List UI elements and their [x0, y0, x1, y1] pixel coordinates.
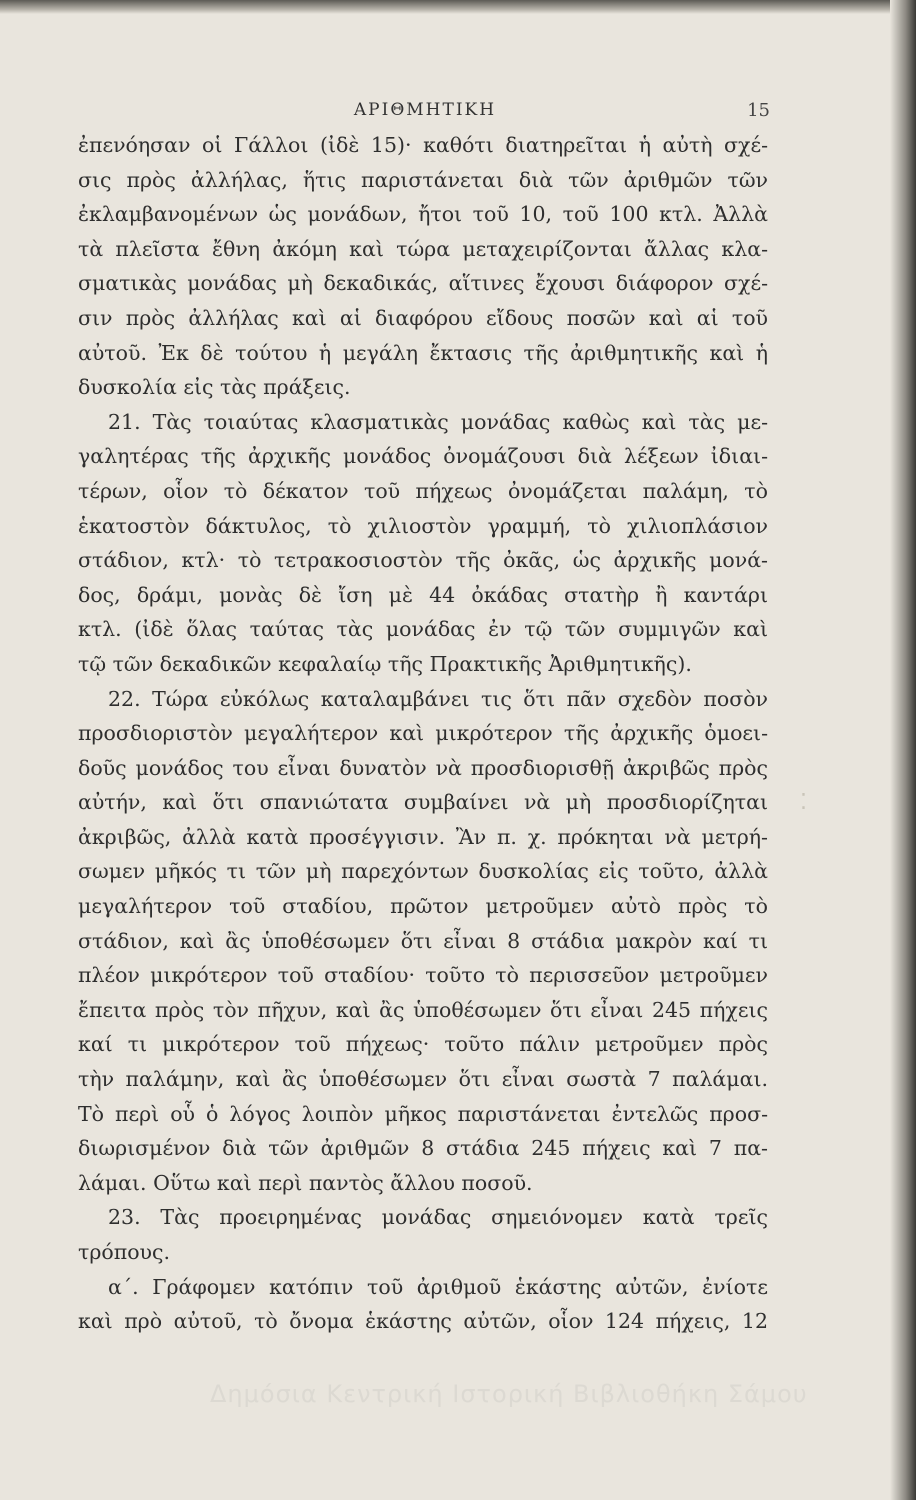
body-text	[78, 128, 768, 1339]
running-title: ΑΡΙΘΜΗΤΙΚΗ	[353, 100, 497, 120]
text-line: τῷ τῶν δεκαδικῶν κεφαλαίῳ τῆς Πρακτικῆς Ἀριθμητικῆς).	[78, 651, 692, 676]
text-line: λάμαι. Οὕτω καὶ περὶ παντὸς ἄλλου ποσοῦ.	[78, 1170, 533, 1195]
text-line: ἔπειτα πρὸς τὸν πῆχυν, καὶ ἂς ὑποθέσωμεν ὅτι εἶναι 245 πήχεις	[78, 997, 768, 1022]
text-line: τρόπους.	[78, 1240, 171, 1264]
text-line: α΄. Γράφομεν κατόπιν τοῦ ἀριθμοῦ ἑκάστης αὐτῶν, ἐνίοτε	[108, 1274, 768, 1299]
text-line: καί τι μικρότερον τοῦ πήχεως· τοῦτο πάλιν μετροῦμεν πρὸς	[78, 1032, 768, 1057]
text-line: προσδιοριστὸν μεγαλήτερον καὶ μικρότερον τῆς ἀρχικῆς ὁμοει-	[78, 721, 768, 746]
text-line: αὐτήν, καὶ ὅτι σπανιώτατα συμβαίνει νὰ μὴ προσδιορίζηται	[78, 790, 768, 815]
text-line: τὰ πλεῖστα ἔθνη ἀκόμη καὶ τώρα μεταχειρίζονται ἄλλας κλα-	[78, 236, 768, 261]
text-line: ἐκλαμβανομένων ὡς μονάδων, ἤτοι τοῦ 10, τοῦ 100 κτλ. Ἀλλὰ	[78, 202, 768, 227]
text-line: κτλ. (ἰδὲ ὅλας ταύτας τὰς μονάδας ἐν τῷ τῶν συμμιγῶν καὶ	[78, 617, 768, 642]
library-watermark: Δημόσια Κεντρική Ιστορική Βιβλιοθήκη Σάμου	[210, 1380, 808, 1408]
text-line: 22. Τώρα εὐκόλως καταλαμβάνει τις ὅτι πᾶν σχεδὸν ποσὸν	[108, 686, 768, 711]
text-line: διωρισμένον διὰ τῶν ἀριθμῶν 8 στάδια 245 πήχεις καὶ 7 πα-	[78, 1136, 768, 1161]
text-line: στάδιον, κτλ· τὸ τετρακοσιοστὸν τῆς ὀκᾶς, ὡς ἀρχικῆς μονά-	[78, 548, 768, 573]
text-line: 21. Τὰς τοιαύτας κλασματικὰς μονάδας καθὼς καὶ τὰς με-	[108, 409, 768, 434]
text-line: στάδιον, καὶ ἂς ὑποθέσωμεν ὅτι εἶναι 8 στάδια μακρὸν καί τι	[78, 928, 768, 953]
text-line: σωμεν μῆκός τι τῶν μὴ παρεχόντων δυσκολίας εἰς τοῦτο, ἀλλὰ	[78, 859, 768, 884]
text-line: πλέον μικρότερον τοῦ σταδίου· τοῦτο τὸ περισσεῦον μετροῦμεν	[78, 963, 768, 988]
text-line: τέρων, οἷον τὸ δέκατον τοῦ πήχεως ὀνομάζεται παλάμη, τὸ	[78, 478, 768, 503]
text-line: γαλητέρας τῆς ἀρχικῆς μονάδος ὀνομάζουσι διὰ λέξεων ἰδιαι-	[78, 444, 768, 469]
text-line: ἑκατοστὸν δάκτυλος, τὸ χιλιοστὸν γραμμή, τὸ χιλιοπλάσιον	[78, 513, 768, 538]
text-line: σιν πρὸς ἀλλήλας καὶ αἱ διαφόρου εἴδους ποσῶν καὶ αἱ τοῦ	[78, 305, 768, 330]
text-line: τὴν παλάμην, καὶ ἂς ὑποθέσωμεν ὅτι εἶναι σωστὰ 7 παλάμαι.	[78, 1067, 768, 1092]
text-line: σις πρὸς ἀλλήλας, ἥτις παριστάνεται διὰ τῶν ἀριθμῶν τῶν	[78, 167, 768, 192]
text-line: δος, δράμι, μονὰς δὲ ἴση μὲ 44 ὀκάδας στατὴρ ἢ καντάρι	[78, 582, 768, 607]
text-line: 23. Τὰς προειρημένας μονάδας σημειόνομεν κατὰ τρεῖς	[108, 1205, 768, 1230]
page-number: 15	[747, 100, 770, 121]
text-line: σματικὰς μονάδας μὴ δεκαδικάς, αἵτινες ἔχουσι διάφορον σχέ-	[78, 271, 768, 296]
text-line: αὐτοῦ. Ἐκ δὲ τούτου ἡ μεγάλη ἔκτασις τῆς ἀριθμητικῆς καὶ ἡ	[78, 340, 768, 365]
text-line: ἐπενόησαν οἱ Γάλλοι (ἰδὲ 15)· καθότι διατηρεῖται ἡ αὐτὴ σχέ-	[78, 133, 768, 157]
text-line: δοῦς μονάδος του εἶναι δυνατὸν νὰ προσδιορισθῇ ἀκριβῶς πρὸς	[78, 755, 768, 780]
text-line: δυσκολία εἰς τὰς πράξεις.	[78, 375, 351, 400]
ink-smudge: ⁚	[800, 790, 807, 815]
text-line: Τὸ περὶ οὗ ὁ λόγος λοιπὸν μῆκος παριστάνεται ἐντελῶς προσ-	[78, 1101, 768, 1126]
text-line: ἀκριβῶς, ἀλλὰ κατὰ προσέγγισιν. Ἂν π. χ. πρόκηται νὰ μετρή-	[78, 824, 768, 849]
text-line: μεγαλήτερον τοῦ σταδίου, πρῶτον μετροῦμεν αὐτὸ πρὸς τὸ	[78, 894, 768, 919]
text-line: καὶ πρὸ αὐτοῦ, τὸ ὄνομα ἑκάστης αὐτῶν, οἷον 124 πήχεις, 12	[78, 1309, 768, 1334]
